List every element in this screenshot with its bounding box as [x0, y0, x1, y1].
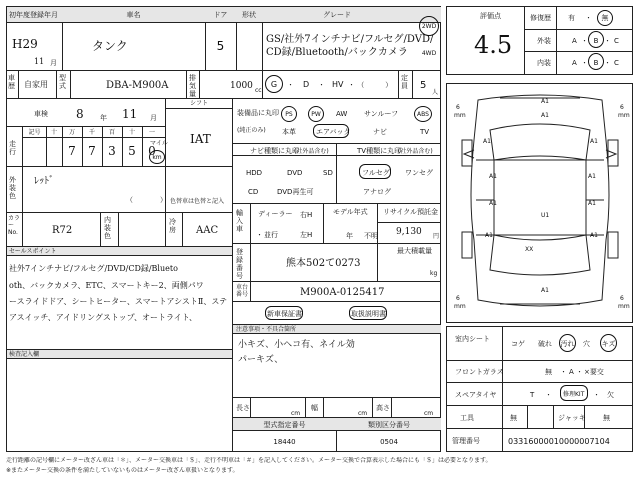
mileage-digit: 0: [148, 144, 156, 158]
equip-sunroof: サンルーフ: [364, 110, 399, 118]
capacity-unit: 人: [432, 89, 439, 96]
side-label: mm: [454, 112, 466, 119]
inspection-month-unit: 月: [150, 114, 157, 122]
sheet-tear: 破れ: [538, 340, 552, 348]
shift-label: シフト: [190, 100, 209, 107]
glass-a: A: [569, 368, 574, 376]
registration-year: H29: [12, 37, 38, 51]
inspector-label: 検査記入欄: [9, 351, 40, 358]
interior-dot-1: ・: [581, 59, 588, 67]
length-unit: cm: [291, 410, 301, 417]
mileage-digit: 3: [108, 144, 116, 158]
diagram-mark: A1: [588, 173, 596, 180]
import-label: 輸入車: [236, 209, 243, 233]
month-unit: 月: [50, 59, 57, 67]
max-load-unit: kg: [430, 270, 438, 277]
recycle-label: リサイクル預託金: [383, 208, 439, 216]
fuel-g: G: [270, 80, 278, 89]
diagram-mark: A1: [541, 112, 549, 119]
import-parallel: 並行: [264, 231, 278, 239]
equip-tv: TV: [420, 128, 430, 136]
mileage-label: 走行: [9, 140, 16, 156]
tv-label: TV種類に丸印: [357, 147, 402, 155]
score-value: 4.5: [474, 31, 513, 59]
width-unit: cm: [358, 410, 368, 417]
tools-label: 工具: [460, 414, 474, 422]
exterior-dot-1: ・: [581, 37, 588, 45]
footer-note-2: ※またメーター交換の条件を満たしていないものはメーター改ざん車扱いとなります。: [6, 467, 239, 474]
fuel-dot-3: ・ （ ）: [348, 81, 393, 89]
diagram-mark: A1: [485, 232, 493, 239]
interior-grade-c: C: [614, 59, 619, 67]
mileage-unit-2: 万: [68, 129, 75, 136]
navi-sd: SD: [323, 169, 333, 177]
jack-value: 無: [603, 414, 610, 422]
mileage-unit-5: 十: [128, 129, 135, 136]
diagram-mark: A1: [590, 232, 598, 239]
spare-kit: 修理KIT: [563, 391, 585, 398]
diagram-mark: A1: [489, 173, 497, 180]
mileage-unit-0: 記号: [28, 129, 41, 136]
sheet-scratch: キズ: [601, 340, 616, 348]
color-note: 色替車は色替と記入: [170, 198, 225, 205]
sheet-burn: コゲ: [511, 340, 525, 348]
fuel-dot-1: ・: [287, 81, 294, 89]
tv-sub: (社外品含む): [398, 148, 433, 155]
jack-label: ジャッキ: [558, 414, 586, 422]
aircon-value: AAC: [196, 225, 219, 236]
side-label: mm: [454, 303, 466, 310]
exterior-grade-a: A: [572, 37, 577, 45]
mileage-unit-3: 千: [88, 129, 95, 136]
shape-label: 形状: [242, 11, 256, 19]
navi-hdd: HDD: [246, 169, 263, 177]
equip-pw: PW: [311, 111, 321, 118]
type-spec-label: 型式指定番号: [263, 421, 306, 429]
spare-t: T: [530, 391, 535, 399]
navi-label: ナビ種類に丸印: [250, 147, 299, 155]
model-year-unknown: 不明: [364, 232, 378, 240]
inspection-label: 車検: [34, 110, 48, 118]
sales-points-label: セールスポイント: [9, 248, 57, 255]
height-unit: cm: [424, 410, 434, 417]
notes-line-2: パーキズ、: [238, 355, 284, 365]
front-glass-label: フロントガラス: [455, 368, 504, 376]
management-value: 03316000010000007104: [508, 437, 610, 446]
car-name-label: 車名: [126, 11, 141, 19]
inspection-year-unit: 年: [100, 114, 107, 122]
equip-ps: PS: [285, 111, 293, 118]
sales-line-3: ースライドドア、シートヒーター、スマートアシストⅡ、ステ: [9, 297, 228, 306]
color-no-value: R72: [52, 225, 73, 236]
manual: 取扱説明書: [351, 310, 386, 318]
spare-dot-1: ・: [545, 391, 552, 399]
car-name: タンク: [92, 39, 128, 53]
color-no-label: カラーNo.: [8, 215, 21, 236]
import-dealer: ディーラー: [258, 210, 293, 218]
mileage-digit: 7: [88, 144, 96, 158]
displacement-label: 排気量: [189, 74, 196, 98]
grade-label: グレード: [323, 11, 351, 19]
side-label: mm: [618, 112, 630, 119]
diagram-mark: XX: [525, 246, 534, 253]
glass-dot-2: ・: [576, 368, 583, 376]
interior-sheet-label: 室内シート: [455, 335, 490, 343]
grade-line-2: CD録/Bluetooth/バックカメラ: [266, 47, 408, 58]
management-label: 管理番号: [452, 437, 480, 445]
fuel-dot-2: ・: [318, 81, 325, 89]
interior-color-label: 内装色: [104, 216, 111, 240]
fuel-hv: HV: [332, 80, 344, 89]
import-right: 右H: [300, 211, 313, 219]
mile-unit: マイル: [150, 140, 168, 147]
repair-yes: 有: [568, 14, 575, 22]
mileage-unit-6: 一: [148, 129, 155, 136]
length-label: 長さ: [236, 404, 250, 412]
chassis-value: M900A-0125417: [300, 287, 385, 298]
import-dot: ・: [256, 231, 263, 239]
footer-note-1: 走行距離の記号欄にメーター改ざん車は「＊」、メーター交換車は「＄」、走行不明車は「＃」を記入してください。メーター交換で合算表示した場合にも「＄」は必要となります。: [6, 457, 492, 464]
tools-value: 無: [510, 414, 517, 422]
mileage-digit: 7: [68, 144, 76, 158]
tv-oneseg: ワンセグ: [405, 169, 433, 177]
model-year-label: モデル年式: [333, 208, 368, 216]
color-paren-open: （: [126, 196, 133, 204]
spare-missing: 欠: [607, 391, 614, 399]
interior-grade-b: B: [593, 59, 599, 67]
exterior-dot-2: ・: [604, 37, 611, 45]
type-spec-value: 18440: [273, 438, 296, 446]
mileage-km-unit: km: [152, 154, 162, 161]
glass-replace: ×要交: [584, 368, 604, 376]
interior-dot-2: ・: [604, 59, 611, 67]
spare-dot-2: ・: [593, 391, 600, 399]
exterior-grade-c: C: [614, 37, 619, 45]
navi-dvd: DVD: [287, 169, 303, 177]
sales-line-2: oth、バックカメラ、ETC、スマートキー2、両側パワ: [9, 281, 204, 290]
displacement-unit: cc: [255, 87, 262, 94]
displacement-value: 1000: [230, 81, 253, 91]
diagram-mark: A1: [541, 98, 549, 105]
interior-grade-a: A: [572, 59, 577, 67]
equip-leather: 本革: [282, 128, 296, 136]
tv-fullseg: フルセグ: [362, 169, 390, 177]
import-left: 左H: [300, 231, 313, 239]
drive-2wd: 2WD: [421, 23, 437, 30]
navi-cd: CD: [248, 188, 259, 196]
inspection-year: 8: [76, 107, 84, 121]
inspection-month: 11: [122, 107, 138, 121]
spare-tire-label: スペアタイヤ: [455, 391, 497, 399]
inspector-strip: [7, 350, 232, 358]
sheet-hole: 穴: [583, 340, 590, 348]
mileage-unit-1: 十: [50, 129, 57, 136]
side-label: 6: [456, 104, 460, 111]
equip-abs: ABS: [417, 111, 429, 118]
height-label: 高さ: [376, 404, 390, 412]
side-label: 6: [620, 295, 624, 302]
model-value: DBA-M900A: [106, 80, 169, 91]
equip-navi: ナビ: [373, 128, 387, 136]
registration-label: 登録番号: [236, 248, 243, 280]
car-history-value: 自家用: [24, 80, 48, 89]
capacity-value: 5: [420, 80, 427, 91]
interior-label: 内装: [537, 59, 551, 67]
recycle-unit: 円: [433, 233, 440, 240]
new-warranty: 新車保証書: [267, 310, 302, 318]
mileage-digit: 5: [128, 144, 136, 158]
diagram-mark: A1: [489, 200, 497, 207]
notes-line-1: 小キズ、小ヘコ有、ネイル効: [238, 340, 355, 350]
repair-dot: ・: [585, 14, 592, 22]
model-label: 型式: [59, 74, 66, 90]
model-year-unit: 年: [346, 232, 353, 240]
equipment-sub: (純正のみ): [237, 127, 266, 134]
diagram-mark: A1: [483, 138, 491, 145]
drive-4wd: 4WD: [421, 50, 437, 57]
score-label: 評価点: [480, 12, 501, 20]
side-label: mm: [618, 303, 630, 310]
navi-dvd-play: DVD再生可: [277, 188, 314, 196]
side-label: 6: [456, 295, 460, 302]
car-history-label: 車歴: [8, 74, 15, 90]
repair-label: 修復歴: [530, 14, 551, 22]
exterior-label: 外装: [537, 37, 551, 45]
equipment-label: 装備品に丸印: [237, 109, 279, 117]
door-value: 5: [216, 39, 225, 53]
class-value: 0504: [380, 438, 398, 446]
sales-line-1: 社外7インチナビ/フルセグ/DVD/CD録/Blueto: [9, 264, 178, 273]
sales-line-4: アスイッチ、アイドリングストップ、オートライト、: [9, 313, 197, 322]
notes-label: 注意事項・不具合箇所: [236, 326, 297, 333]
sheet-stain: 汚れ: [560, 340, 575, 348]
glass-dot-1: ・: [560, 368, 567, 376]
color-paren-close: ）: [160, 196, 167, 204]
registration-month: 11: [34, 57, 45, 66]
width-label: 幅: [311, 404, 318, 412]
color-label: 外装色: [9, 176, 16, 200]
color-value: ﾚｯﾄﾞ: [34, 176, 54, 187]
diagram-mark: U1: [541, 212, 550, 219]
repair-no: 無: [601, 14, 609, 22]
side-label: 6: [620, 104, 624, 111]
max-load-label: 最大積載量: [397, 247, 432, 255]
class-label: 類別区分番号: [368, 421, 410, 429]
navi-sub: (社外品含む): [294, 148, 329, 155]
capacity-label: 定員: [401, 74, 408, 90]
aircon-label: 冷房: [169, 218, 176, 234]
mileage-unit-4: 百: [108, 129, 115, 136]
glass-none: 無: [545, 368, 552, 376]
shift-value: IAT: [190, 132, 211, 146]
first-registration-label: 初年度登録年月: [9, 11, 58, 19]
fuel-d: D: [303, 80, 310, 89]
exterior-grade-b: B: [593, 37, 599, 45]
recycle-value: 9,130: [396, 227, 422, 237]
chassis-label: 車台番号: [236, 284, 249, 298]
diagram-mark: A1: [588, 200, 596, 207]
tv-analog: アナログ: [363, 188, 391, 196]
equip-airbag: エアバック: [316, 128, 351, 136]
grade-line-1: GS/社外7インチナビ/フルセグ/DVD/: [266, 34, 434, 45]
diagram-mark: A1: [590, 138, 598, 145]
registration-value: 熊本502て0273: [286, 258, 361, 269]
diagram-mark: A1: [541, 287, 549, 294]
equip-aw: AW: [336, 110, 348, 118]
door-label: ドア: [213, 11, 228, 19]
